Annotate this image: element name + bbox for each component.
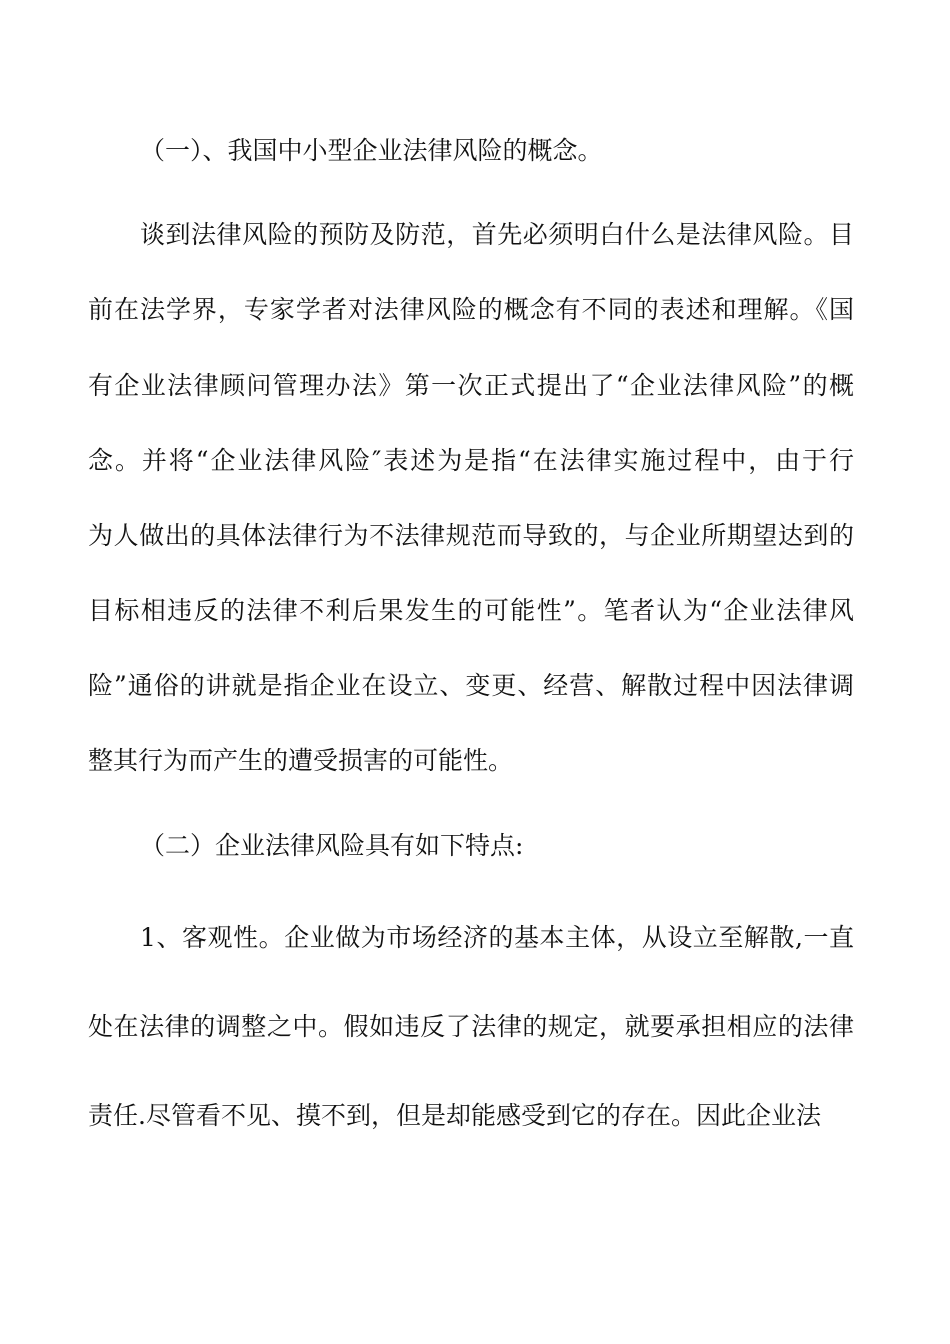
section-heading-1: （一）、我国中小型企业法律风险的概念。 bbox=[140, 136, 603, 165]
paragraph-line: 险”通俗的讲就是指企业在设立、变更、经营、解散过程中因法律调 bbox=[88, 671, 854, 700]
paragraph-line: 有企业法律顾问管理办法》第一次正式提出了“企业法律风险”的概 bbox=[88, 371, 854, 400]
paragraph-line: 前在法学界，专家学者对法律风险的概念有不同的表述和理解。《国 bbox=[88, 295, 854, 324]
paragraph-line: 处在法律的调整之中。假如违反了法律的规定，就要承担相应的法律 bbox=[88, 1012, 854, 1041]
section-heading-2: （二）企业法律风险具有如下特点: bbox=[140, 831, 524, 860]
paragraph-line: 为人做出的具体法律行为不法律规范而导致的，与企业所期望达到的 bbox=[88, 521, 854, 550]
paragraph-line: 整其行为而产生的遭受损害的可能性。 bbox=[88, 746, 514, 775]
paragraph-line: 1、客观性。企业做为市场经济的基本主体，从设立至解散,一直 bbox=[140, 923, 854, 952]
paragraph-line: 目标相违反的法律不利后果发生的可能性”。笔者认为“企业法律风 bbox=[88, 596, 854, 625]
paragraph-line: 谈到法律风险的预防及防范，首先必须明白什么是法律风险。目 bbox=[140, 220, 854, 249]
paragraph-line: 念。并将“企业法律风险″表述为是指“在法律实施过程中，由于行 bbox=[88, 446, 854, 475]
paragraph-line: 责任.尽管看不见、摸不到，但是却能感受到它的存在。因此企业法 bbox=[88, 1101, 821, 1130]
